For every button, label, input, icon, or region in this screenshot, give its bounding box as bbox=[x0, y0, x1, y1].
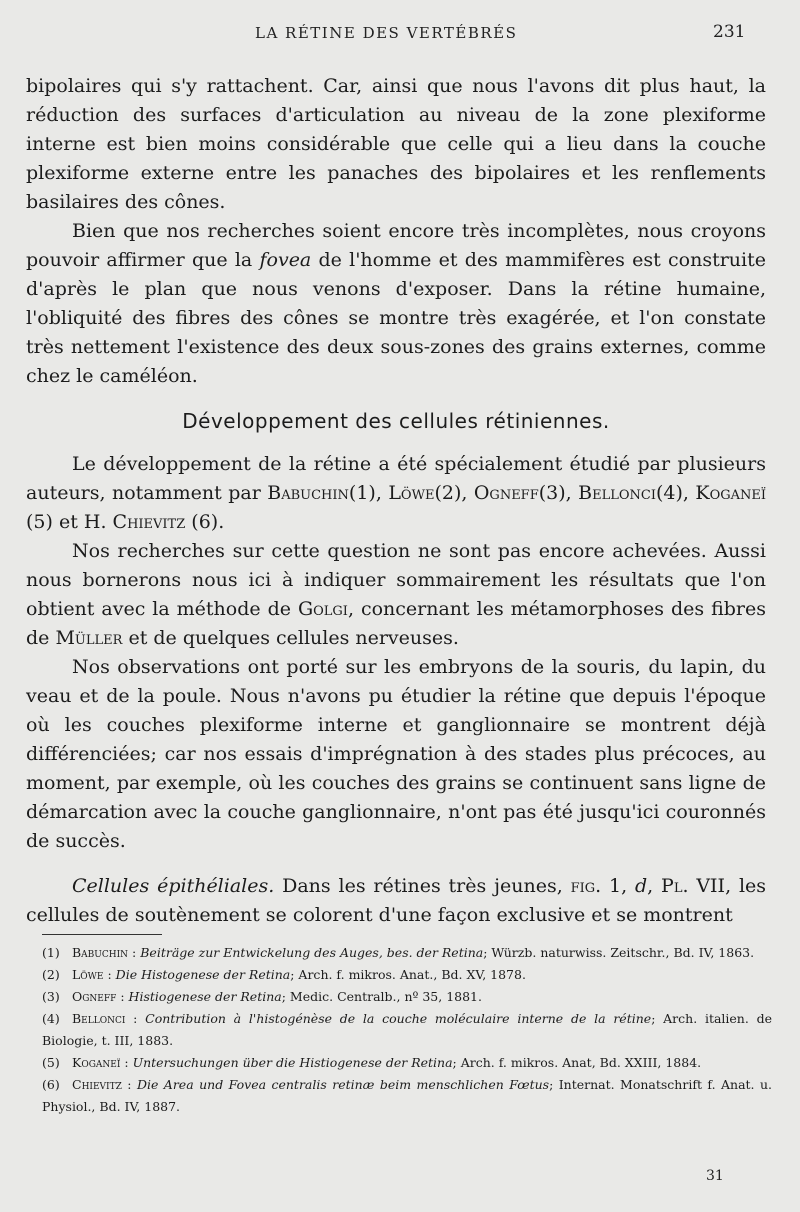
page-number: 231 bbox=[713, 22, 746, 42]
paragraph-5: Nos observations ont porté sur les embryons de la souris, du lapin, du veau et de la poule. Nous n'avons pu étudier la rétine que depuis l'époque où les couches plexiforme interne et ganglionnaire se montrent déjà différenciées; car nos essais d'imprégnation à des stades plus précoces, au moment, par exemple, où les couches des grains se continuent sans ligne de démarcation avec la couche ganglionnaire, n'ont pas été jusqu'ici couronnés de succès. bbox=[26, 656, 766, 852]
section-heading: Développement des cellules rétiniennes. bbox=[182, 409, 610, 433]
footnote-4: (4) Belloncı : Contribution à l'histogénèse de la couche moléculaire interne de la rétine; Arch. italien. de Biologie, t. III, 1883. bbox=[42, 1011, 772, 1048]
footnote-6: (6) Chievitz : Die Area und Fovea centralis retinæ beim menschlichen Fœtus; Internat. Monatschrift f. Anat. u. Physiol., Bd. IV, 1887. bbox=[42, 1077, 772, 1114]
figure-ref: fig. 1, bbox=[570, 875, 628, 897]
paragraph-1: bipolaires qui s'y rattachent. Car, ainsi que nous l'avons dit plus haut, la réduction des surfaces d'articulation au niveau de la zone plexiforme interne est bien moins considérable que celle qui a lieu dans la couche plexiforme externe entre les panaches des bipolaires et les renflements basilaires des cônes. bbox=[26, 75, 766, 213]
running-title: LA RÉTINE DES VERTÉBRÉS bbox=[255, 24, 518, 42]
footnote-1: (1) Babuchin : Beiträge zur Entwickelung des Auges, bes. der Retina; Würzb. naturwiss. Zeitschr., Bd. IV, 1863. bbox=[42, 945, 755, 960]
author-koganei: Koganeï bbox=[695, 482, 767, 504]
author-bellonci: Belloncı bbox=[578, 482, 656, 504]
paragraph-4: Nos recherches sur cette question ne sont pas encore achevées. Aussi nous bornerons nous ici à indiquer sommairement les résultats que l'on obtient avec la méthode de Golgi, concernant les métamorphoses des fibres de Müller et de quelques cellules nerveuses. bbox=[26, 540, 766, 649]
paragraph-6: Cellules épithéliales. Dans les rétines très jeunes, fig. 1, d, Pl. VII, les cellules de soutènement se colorent d'une façon exclusive et se montrent bbox=[26, 875, 767, 926]
paragraph-2: Bien que nos recherches soient encore très incomplètes, nous croyons pouvoir affirmer que la fovea de l'homme et des mammifères est construite d'après le plan que nous venons d'exposer. Dans la rétine humaine, l'obliquité des fibres des cônes se montre très exagérée, et l'on constate très nettement l'existence des deux sous-zones des grains externes, comme chez le caméléon. bbox=[26, 220, 766, 387]
plate-ref: , Pl. VII bbox=[647, 875, 726, 897]
footnotes bbox=[42, 942, 772, 1118]
footnote-3: (3) Ogneff : Histiogenese der Retina; Medic. Centralb., nº 35, 1881. bbox=[42, 989, 482, 1004]
author-babuchin: Babuchin bbox=[267, 482, 349, 504]
author-ogneff: Ogneff bbox=[473, 482, 539, 504]
signature-mark: 31 bbox=[706, 1168, 724, 1184]
author-chievitz: Chievitz bbox=[112, 511, 186, 533]
subsection-title: Cellules épithéliales. bbox=[72, 875, 275, 897]
footnote-2: (2) Löwe : Die Histogenese der Retina; Arch. f. mikros. Anat., Bd. XV, 1878. bbox=[42, 967, 526, 982]
author-muller: Müller bbox=[55, 627, 123, 649]
author-lowe: Löwe bbox=[388, 482, 435, 504]
fovea-term: fovea bbox=[259, 249, 312, 271]
body-text bbox=[26, 72, 766, 930]
author-golgi: Golgi bbox=[297, 598, 348, 620]
footnote-5: (5) Koganeï : Untersuchungen über die Histiogenese der Retina; Arch. f. mikros. Anat, Bd. XXIII, 1884. bbox=[42, 1055, 702, 1070]
paragraph-3: Le développement de la rétine a été spécialement étudié par plusieurs auteurs, notamment par Babuchin(1), Löwe(2), Ogneff(3), Belloncı(4), Koganeï (5) et H. Chievitz (6). bbox=[26, 453, 767, 533]
footnote-rule bbox=[42, 934, 162, 935]
